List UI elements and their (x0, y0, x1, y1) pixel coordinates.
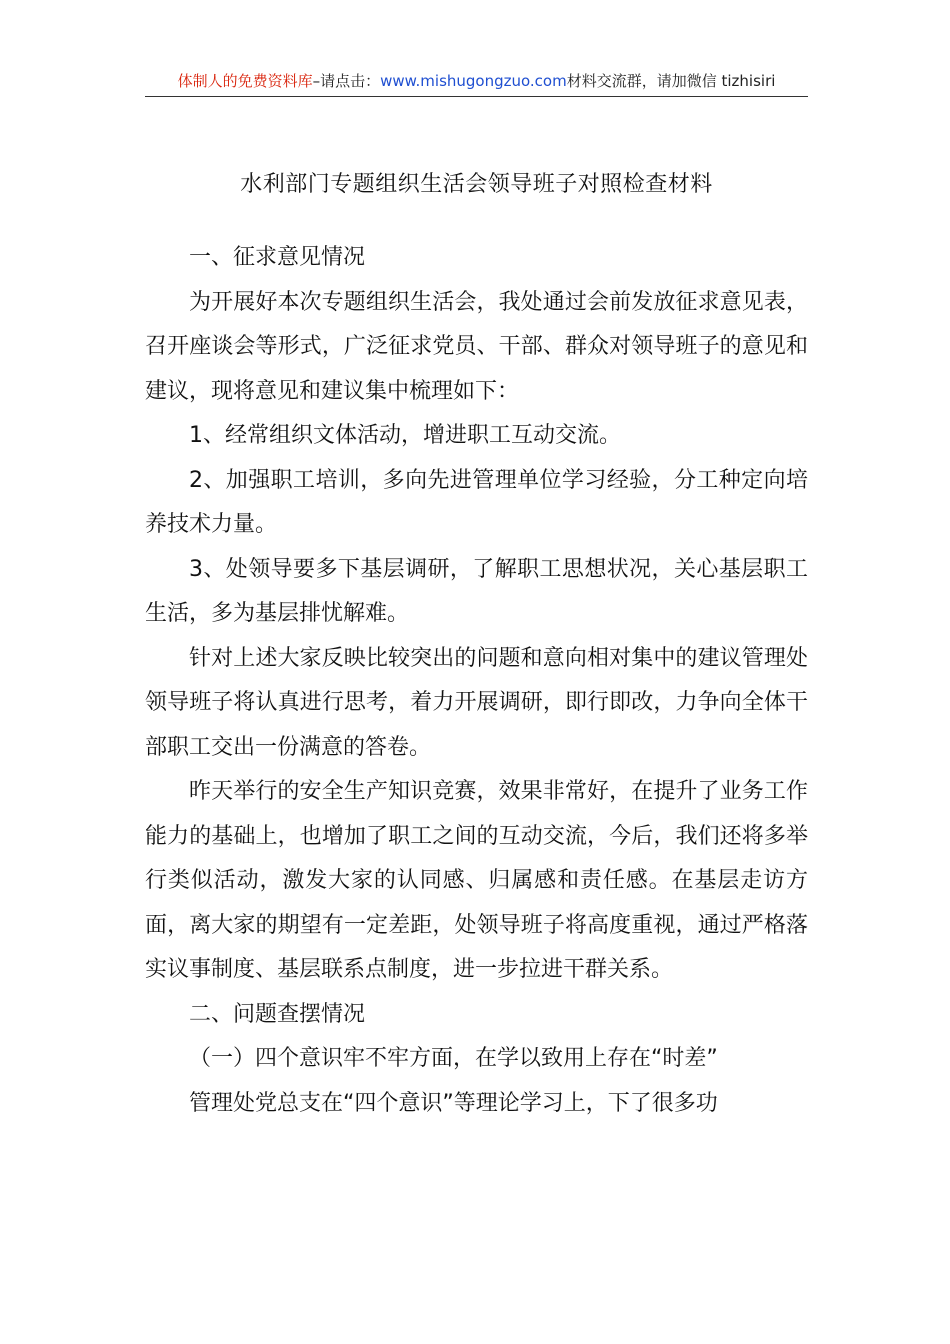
header-contact: 材料交流群，请加微信 tizhisiri (566, 72, 776, 90)
page-header (145, 70, 808, 97)
list-item-3: 3、处领导要多下基层调研，了解职工思想状况，关心基层职工生活，多为基层排忧解难。 (145, 556, 808, 626)
header-brand: 体制人的免费资料库 (177, 72, 313, 90)
header-prompt: –请点击： (312, 72, 381, 90)
list-item-1: 1、经常组织文体活动，增进职工互动交流。 (189, 423, 621, 448)
document-title: 水利部门专题组织生活会领导班子对照检查材料 (240, 172, 713, 197)
document-body (145, 236, 808, 1126)
header-website-link[interactable]: www.mishugongzuo.com (380, 72, 567, 90)
section-heading-2: 二、问题查摆情况 (189, 1001, 366, 1027)
paragraph-intro: 为开展好本次专题组织生活会，我处通过会前发放征求意见表，召开座谈会等形式，广泛征求党员、干部、群众对领导班子的意见和建议，现将意见和建议集中梳理如下： (145, 289, 808, 404)
paragraph-response: 针对上述大家反映比较突出的问题和意向相对集中的建议管理处领导班子将认真进行思考，着力开展调研，即行即改，力争向全体干部职工交出一份满意的答卷。 (145, 645, 808, 760)
subsection-heading-1: （一）四个意识牢不牢方面，在学以致用上存在“时差” (189, 1046, 718, 1071)
paragraph-activity: 昨天举行的安全生产知识竞赛，效果非常好，在提升了业务工作能力的基础上，也增加了职工之间的互动交流，今后，我们还将多举行类似活动，激发大家的认同感、归属感和责任感。在基层走访方面，离大家的期望有一定差距，处领导班子将高度重视，通过严格落实议事制度、基层联系点制度，进一步拉进干群关系。 (145, 779, 808, 982)
paragraph-study: 管理处党总支在“四个意识”等理论学习上，下了很多功 (189, 1090, 718, 1116)
section-heading-1: 一、征求意见情况 (189, 245, 366, 270)
list-item-2: 2、加强职工培训，多向先进管理单位学习经验，分工种定向培养技术力量。 (145, 467, 808, 537)
